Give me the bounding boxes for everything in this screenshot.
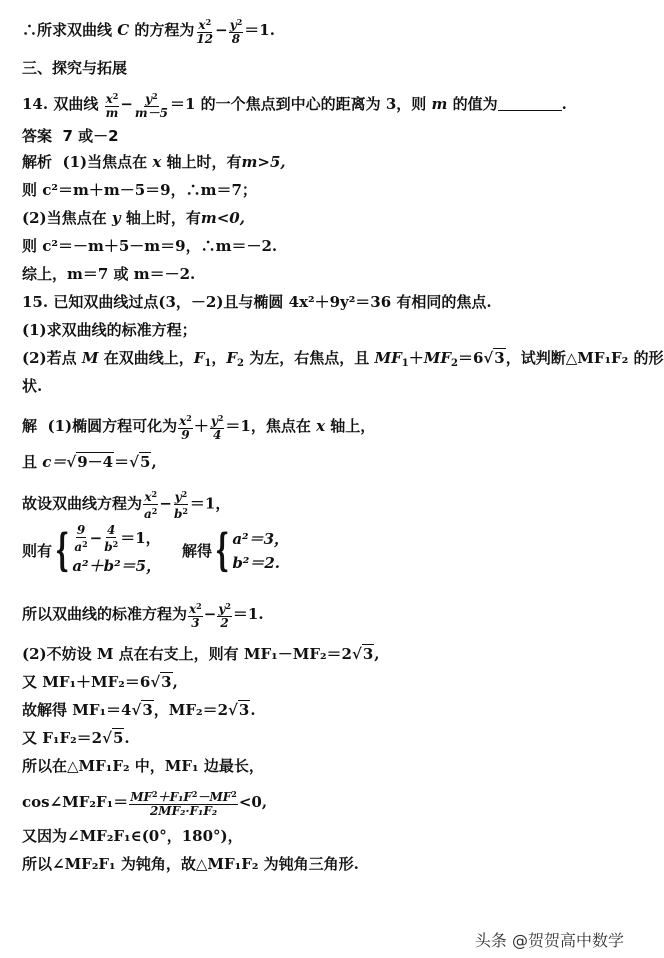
solution-line-8: 故解得 MF₁＝4√3，MF₂＝2√3. (22, 701, 256, 719)
fraction: $\frac{x^2}{m}$ (105, 91, 119, 120)
sqrt: √3 (150, 673, 172, 691)
solution-line-12: 又因为∠MF₂F₁∈(0°，180°)， (22, 827, 243, 845)
text: 则 (22, 181, 38, 199)
text: ＝1 的一个焦点到中心的距离为 3，则 (169, 95, 427, 113)
solution-line-5: 所以双曲线的标准方程为 $\frac{x^2}{3}$ − $\frac{y^2}{2}$ ＝1. (22, 601, 264, 630)
analysis-line-5: 综上，m＝7 或 m＝－2. (22, 265, 196, 283)
text: ，试判断△MF₁F₂ 的形 (505, 349, 664, 367)
solution-line-3: 故设双曲线方程为 $\frac{x^2}{a^2}$ − $\frac{y^2}{b^2}$ ＝1， (22, 489, 231, 521)
fraction: $\frac{MF^2+F_1F^2-MF^2}{\text{2MF₂·F₁F₂}}$ (130, 789, 237, 818)
text: (2)若点 (22, 349, 77, 367)
text: 故设双曲线方程为 (22, 494, 143, 513)
text: (1)当焦点在 (62, 153, 148, 171)
fraction: $\frac{y^2}{m-5}$ (134, 91, 168, 120)
text: 轴上， (330, 417, 376, 435)
text: ＝1，焦点在 (225, 417, 311, 435)
solution-line-7: 又 MF₁＋MF₂＝6√3, (22, 673, 178, 691)
sqrt: √3 (228, 701, 250, 719)
text: 在双曲线上， (103, 349, 194, 367)
left-brace: { (215, 525, 230, 576)
analysis-label: 解析 (22, 153, 53, 171)
solution-line-11 (22, 788, 267, 818)
text: ＝1， (120, 529, 161, 547)
analysis-line-1: 解析 (1)当焦点在 x 轴上时，有m>5, (22, 153, 286, 171)
solution-label: 解 (22, 417, 38, 435)
solution-system-result (232, 527, 289, 575)
text: 又 MF₁＋MF₂＝6 (22, 673, 151, 691)
text: 的方程为 (134, 21, 195, 39)
answer-blank (498, 96, 562, 111)
equation-system: $\frac{9}{a^2}$ − $\frac{4}{b^2}$ ＝1， a²＋b²＝5， (72, 524, 161, 578)
fraction: $\frac{x^2}{12}$ (196, 17, 214, 46)
text: ＝1. (244, 21, 275, 39)
text: 且 (22, 453, 38, 471)
fraction: $\frac{y^2}{8}$ (229, 17, 243, 46)
text: ＝1， (189, 494, 231, 513)
text: 又 F₁F₂＝2 (22, 729, 103, 747)
watermark-text: 头条 @贺贺高中数学 (474, 931, 624, 950)
fraction: $\frac{y^2}{2}$ (218, 601, 231, 630)
question-number: 14. (22, 95, 49, 113)
fraction: $\frac{y^2}{4}$ (210, 413, 224, 442)
solution-line-10: 所以在△MF₁F₂ 中，MF₁ 边最长， (22, 757, 264, 775)
solution-line-6: (2)不妨设 M 点在右支上，则有 MF₁－MF₂＝2√3, (22, 645, 380, 663)
text: 轴上时，有 (125, 209, 201, 227)
text: a²＝3， (232, 530, 290, 548)
watermark (475, 928, 624, 951)
solution-line-1: 解 (1)椭圆方程可化为 $\frac{x^2}{9}$ ＋ $\frac{y^2}{4}$ ＝1，焦点在 x 轴上， (22, 413, 376, 442)
sqrt: √3 (131, 701, 153, 719)
text: 的值为 (452, 95, 498, 113)
analysis-line-2 (22, 180, 257, 200)
sqrt: √3 (483, 349, 505, 367)
solution-line-2: 且 c＝√9－4＝√5, (22, 453, 157, 471)
text: 则有 (22, 542, 53, 560)
sqrt: √3 (352, 645, 374, 663)
fraction: $\frac{x^2}{a^2}$ (144, 489, 158, 521)
section-heading: 三、探究与拓展 (22, 59, 128, 77)
answer-label: 答案 (22, 127, 53, 145)
text: m<0, (200, 209, 245, 227)
fraction: $\frac{9}{a^2}$ (74, 523, 88, 554)
question-15-part-1: (1)求双曲线的标准方程； (22, 321, 197, 339)
question-14: 14. 双曲线 $\frac{x^2}{m}$ − $\frac{y^2}{m-5}$ ＝1 的一个焦点到中心的距离为 3，则 m 的值为 . (22, 91, 567, 120)
text: <0, (238, 793, 268, 811)
text: 所以双曲线的标准方程为 (22, 605, 188, 623)
fraction: $\frac{x^2}{9}$ (179, 413, 192, 442)
answer-line (22, 126, 119, 146)
text: ＝1. (232, 605, 264, 623)
analysis-line-3: (2)当焦点在 y 轴上时，有m<0, (22, 209, 245, 227)
text: (2)不妨设 M 点在右支上，则有 MF₁－MF₂＝2 (22, 645, 352, 663)
text: b²＝2. (232, 554, 281, 572)
text: ，MF₂＝2 (153, 701, 229, 719)
question-number: 15. (22, 293, 49, 311)
solution-line-9: 又 F₁F₂＝2√5. (22, 729, 130, 747)
text: 则 (22, 237, 38, 255)
text: (1)椭圆方程可化为 (47, 417, 178, 435)
text: 已知双曲线过点(3，－2)且与椭圆 4x²＋9y²＝36 有相同的焦点. (53, 293, 492, 311)
sqrt: √9－4 (66, 453, 114, 471)
left-brace: { (55, 525, 70, 576)
text: 轴上时，有 (166, 153, 242, 171)
solution-system (22, 524, 289, 578)
solution-line-13: 所以∠MF₂F₁ 为钝角，故△MF₁F₂ 为钝角三角形. (22, 855, 359, 873)
question-15-part-2-cont: 状. (22, 377, 43, 395)
sqrt: √5 (102, 729, 124, 747)
sqrt: √5 (129, 453, 151, 471)
result-line-1: ∴所求双曲线 C 的方程为 $\frac{x^2}{12}$ − $\frac{y^2}{8}$ ＝1. (22, 17, 275, 46)
fraction: $\frac{x^2}{3}$ (189, 601, 202, 630)
text: c＝ (42, 453, 67, 471)
text: (2)当焦点在 (22, 209, 107, 227)
text: 双曲线 (53, 95, 99, 113)
text: ∴所求双曲线 (22, 21, 113, 39)
question-15 (22, 292, 492, 312)
answer-text: 7 或－2 (62, 127, 119, 145)
text: 为左，右焦点，且 (249, 349, 370, 367)
text: m>5, (241, 153, 286, 171)
text: c²＝－m＋5－m＝9，∴m＝－2. (42, 237, 278, 255)
text: a²＋b²＝5， (72, 557, 162, 575)
text: 故解得 MF₁＝4 (22, 701, 132, 719)
text: ＝ (114, 453, 130, 471)
analysis-line-4 (22, 236, 277, 256)
fraction: $\frac{4}{b^2}$ (104, 523, 119, 554)
text: cos∠MF₂F₁＝ (22, 793, 129, 811)
question-15-part-2: (2)若点 M 在双曲线上，$F_1$，$F_2$ 为左，右焦点，且 $MF_1+MF_2=6√3$，试判断△MF₁F₂ 的形 (22, 349, 664, 369)
text: 解得 (182, 542, 213, 560)
fraction: $\frac{y^2}{b^2}$ (173, 489, 188, 521)
text: c²＝m＋m－5＝9，∴m＝7； (42, 181, 257, 199)
